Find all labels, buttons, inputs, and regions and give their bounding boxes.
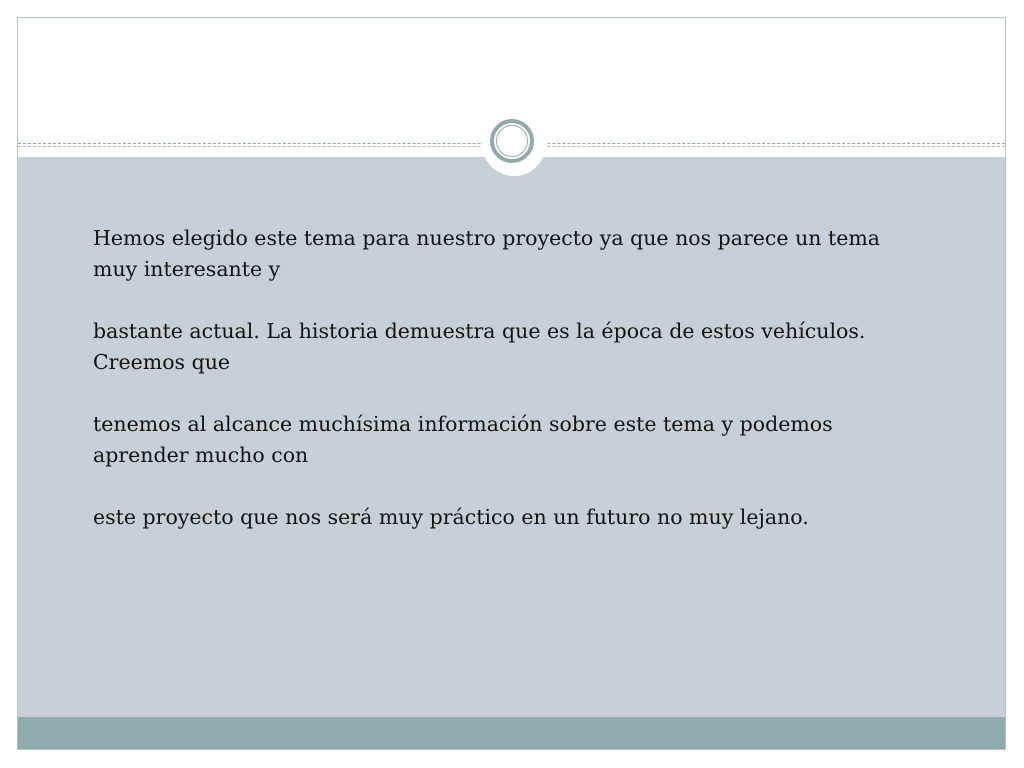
paragraph-3: tenemos al alcance muchísima información sobre este tema y podemos aprender mucho con xyxy=(93,412,833,467)
slide-footer-band xyxy=(18,717,1005,750)
paragraph-4: este proyecto que nos será muy práctico en un futuro no muy lejano. xyxy=(93,505,809,529)
circle-ornament-inner xyxy=(496,125,528,157)
paragraph-1: Hemos elegido este tema para nuestro proyecto ya que nos parece un tema muy interesante y xyxy=(93,226,881,281)
paragraph-2: bastante actual. La historia demuestra que es la época de estos vehículos. Creemos que xyxy=(93,319,866,374)
slide-text-content xyxy=(93,223,893,564)
